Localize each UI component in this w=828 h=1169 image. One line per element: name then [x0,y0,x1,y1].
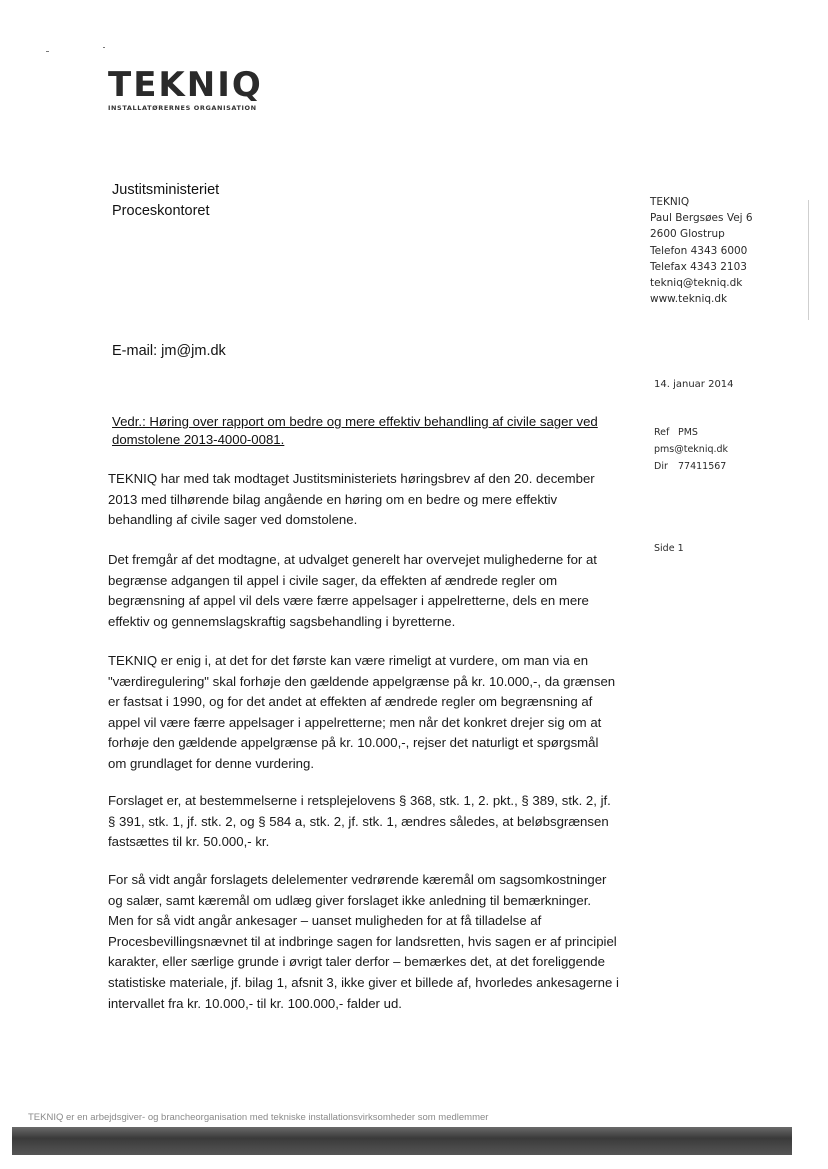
body-paragraph: TEKNIQ er enig i, at det for det første kan være rimeligt at vurdere, om man via en "værdiregulering" skal forhøje den gældende appelgrænse på kr. 10.000,-, da grænsen er fastsat i 1990, og for det andet at effekten af ændrede regler om begrænsning af appel vil være færre appelsager i appelretterne; men når det konkret drejer sig om at forhøje den gældende appelgrænse på kr. 10.000,-, rejser det naturligt et spørgsmål om grundlaget for denne vurdering. [108,653,616,771]
sender-address [650,194,753,307]
ref-value: PMS [678,427,698,438]
page-number: Side 1 [654,543,684,554]
dir-line [654,458,728,475]
footer-bar [12,1127,792,1155]
footer-text: TEKNIQ er en arbejdsgiver- og brancheorganisation med tekniske installationsvirksomheder som medlemmer [28,1112,489,1123]
tekniq-logo [108,66,263,112]
body-paragraph: Det fremgår af det modtagne, at udvalget generelt har overvejet mulighederne for at begrænse adgangen til appel i civile sager, da effekten af ændrede regler om begrænsning af appel vil dels være færre appelsager i appelretterne, dels en mere effektiv og gennemslagskraftig sagsbehandling i byretterne. [108,552,597,629]
scan-speck [46,51,49,52]
letter-date: 14. januar 2014 [654,379,734,390]
recipient-line: Proceskontoret [112,203,210,219]
body-paragraph: TEKNIQ har med tak modtaget Justitsministeriets høringsbrev af den 20. december 2013 med tilhørende bilag angående en høring om en bedre og mere effektiv behandling af civile sager ved domstolene. [108,471,595,528]
reference-block [654,424,728,475]
sender-name: TEKNIQ [650,196,690,208]
recipient-email: E-mail: jm@jm.dk [112,343,226,359]
body-paragraph: For så vidt angår forslagets delelementer vedrørende kæremål om sagsomkostninger og salær, samt kæremål om udlæg giver forslaget ikke anledning til bemærkninger. Men for så vidt angår ankesager – uanset muligheden for at få tilladelse af Procesbevillingsnævnet til at indbringe sagen for landsretten, hvis sagen er af principiel karakter, eller særlige grunde i øvrigt taler derfor – bemærkes det, at det foreliggende statistiske materiale, jf. bilag 1, afsnit 3, ikke giver et billede af, hvorledes ankesagerne i intervallet fra kr. 10.000,- til kr. 100.000,- falder ud. [108,872,619,1011]
sender-street: Paul Bergsøes Vej 6 [650,212,753,225]
letter-subject: Vedr.: Høring over rapport om bedre og mere effektiv behandling af civile sager ved domstolene 2013-4000-0081. [112,414,598,447]
dir-value: 77411567 [678,461,727,472]
dir-label: Dir [654,461,668,472]
sender-city: 2600 Glostrup [650,228,725,241]
sender-email: tekniq@tekniq.dk [650,277,743,290]
ref-label: Ref [654,427,670,438]
ref-line [654,424,728,441]
recipient-address [112,180,219,222]
sender-fax: Telefax 4343 2103 [650,260,747,273]
sender-web: www.tekniq.dk [650,293,728,306]
logo-wordmark: TEKNIQ [108,65,263,105]
scan-speck [103,47,105,48]
logo-tagline: INSTALLATØRERNES ORGANISATION [108,104,257,112]
ref-email: pms@tekniq.dk [654,444,729,455]
sender-phone: Telefon 4343 6000 [650,244,748,257]
body-paragraph: Forslaget er, at bestemmelserne i retsplejelovens § 368, stk. 1, 2. pkt., § 389, stk. 2, jf. § 391, stk. 1, jf. stk. 2, og § 584 a, stk. 2, jf. stk. 1, ændres således, at beløbsgrænsen fastsættes til kr. 50.000,- kr. [108,793,611,850]
recipient-line: Justitsministeriet [112,182,220,198]
scan-edge-line [808,200,809,320]
